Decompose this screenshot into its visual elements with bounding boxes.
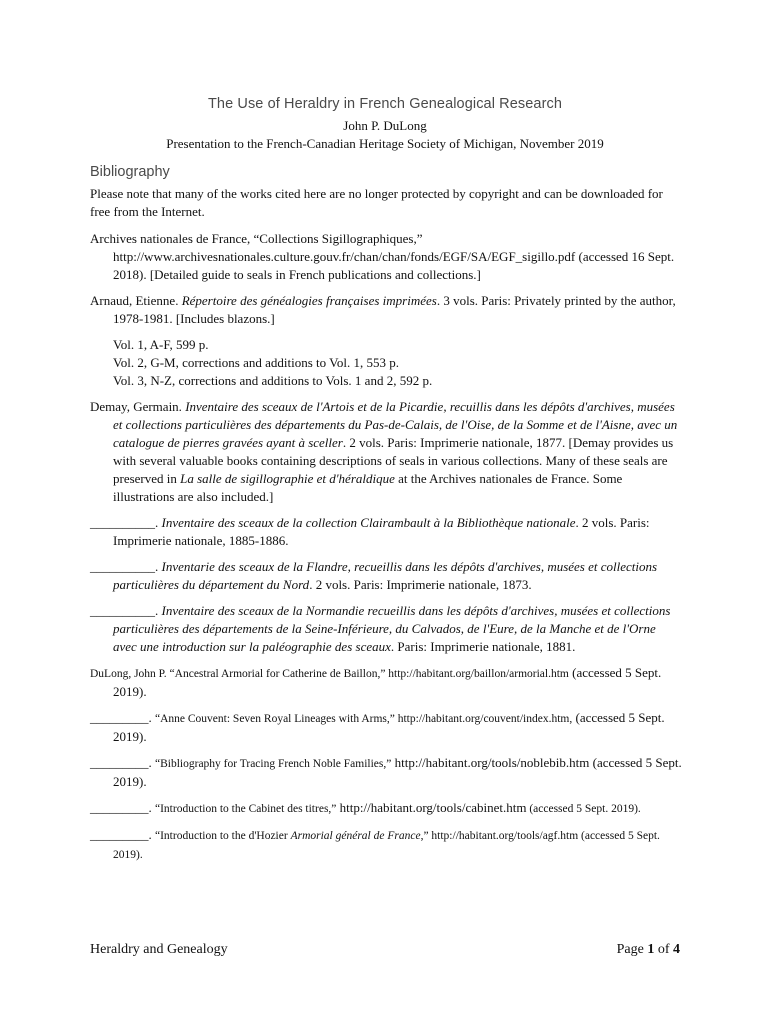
entry-details: http://habitant.org/tools/noblebib.htm (accessed 5 Sept. 2019).: [113, 755, 682, 789]
entry-dash: __________.: [90, 603, 162, 618]
entry-text: “Bibliography for Tracing French Noble Families,”: [155, 758, 392, 770]
current-page: 1: [647, 942, 655, 957]
entry-details: (accessed 5 Sept. 2019).: [113, 665, 662, 699]
entry-details: . 2 vols. Paris: Imprimerie nationale, 1885-1886.: [113, 515, 650, 548]
entry-author: Arnaud, Etienne.: [90, 293, 182, 308]
entry-dash: _________.: [90, 755, 155, 770]
entry-dash: __________.: [90, 515, 162, 530]
entry-details: . 2 vols. Paris: Imprimerie nationale, 1877. [Demay provides us with several valuable books containing descriptions of seals in various collections. Many of these seals are preserved in: [113, 435, 674, 486]
entry-details: http://habitant.org/tools/cabinet.htm: [336, 800, 527, 815]
entry-dash: _________.: [90, 827, 155, 842]
entry-hozier: [90, 826, 682, 864]
section-heading: Bibliography: [90, 164, 170, 180]
entry-text: ,” http://habitant.org/tools/agf.htm (accessed 5 Sept. 2019).: [113, 830, 660, 861]
entry-title: Inventaire des sceaux de l'Artois et de la Picardie, recuillis dans les dépôts d'archives, musées et collections particulières des départements du Pas-de-Calais, de l'Oise, de la Somme et de l'Aisne, avec un catalogue de pierres gravées ayant à sceller: [113, 399, 678, 450]
entry-text: DuLong, John P. “Ancestral Armorial for Catherine de Baillon,” http://habitant.org/baillon/armorial.htm: [90, 668, 569, 680]
bibliography-body: [90, 185, 682, 872]
entry-italic-ref: La salle de sigillographie et d'héraldique: [180, 471, 395, 486]
volume-item: Vol. 2, G-M, corrections and additions to Vol. 1, 553 p.: [113, 355, 399, 370]
page-number: [617, 942, 680, 958]
entry-text: (accessed 5 Sept. 2019).: [526, 803, 641, 815]
volume-item: Vol. 3, N-Z, corrections and additions to Vols. 1 and 2, 592 p.: [113, 373, 433, 388]
entry-details: . 2 vols. Paris: Imprimerie nationale, 1873.: [309, 577, 532, 592]
total-pages: 4: [673, 942, 680, 957]
footer-title: Heraldry and Genealogy: [90, 942, 228, 957]
entry-normandie: [90, 602, 682, 656]
entry-title: Inventaire des sceaux de la collection Clairambault à la Bibliothèque nationale: [161, 515, 576, 530]
entry-text: “Anne Couvent: Seven Royal Lineages with Arms,” http://habitant.org/couvent/index.htm,: [155, 713, 573, 725]
entry-title: Répertoire des généalogies françaises imprimées: [181, 293, 437, 308]
entry-flandre: [90, 558, 682, 594]
entry-title: Inventaire des sceaux de la Normandie recueillis dans les dépôts d'archives, musées et collections particulières des départements de la Seine-Inférieure, du Calvados, de l'Eure, de la Manche et de l'Orne avec une introduction sur la paléographie des sceaux: [113, 603, 671, 654]
entry-details: . 3 vols. Paris: Privately printed by the author, 1978-1981. [Includes blazons.]: [113, 293, 676, 326]
volume-list: [113, 336, 682, 390]
entry-couvent: [90, 709, 682, 746]
entry-arnaud: [90, 292, 682, 328]
entry-title: Inventarie des sceaux de la Flandre, recueillis dans les dépôts d'archives, musées et collections particulières du département du Nord: [113, 559, 658, 592]
copyright-note: Please note that many of the works cited here are no longer protected by copyright and can be downloaded for free from the Internet.: [90, 186, 663, 219]
page-word: Page: [616, 942, 648, 957]
entry-archives: Archives nationales de France, “Collections Sigillographiques,” http://www.archivesnationales.culture.gouv.fr/chan/chan/fonds/EGF/SA/EGF_sigillo.pdf (accessed 16 Sept. 2018). [Detailed guide to seals in French publications and collections.]: [90, 231, 675, 282]
entry-demay: [90, 398, 682, 506]
entry-details: at the Archives nationales de France. Some illustrations are also included.]: [113, 471, 623, 504]
entry-title: Armorial général de France: [290, 830, 421, 842]
presentation-line: Presentation to the French-Canadian Heritage Society of Michigan, November 2019: [166, 136, 604, 151]
document-title: The Use of Heraldry in French Genealogical Research: [207, 96, 563, 112]
entry-dulong-baillon: [90, 664, 682, 701]
entry-details: . Paris: Imprimerie nationale, 1881.: [390, 639, 576, 654]
entry-author: Demay, Germain.: [90, 399, 186, 414]
volume-item: Vol. 1, A-F, 599 p.: [113, 337, 209, 352]
entry-dash: _________.: [90, 710, 155, 725]
of-word: of: [654, 942, 673, 957]
entry-clairambault: [90, 514, 682, 550]
author-name: John P. DuLong: [343, 118, 427, 133]
entry-noblebib: [90, 754, 682, 791]
entry-cabinet: [90, 799, 682, 818]
entry-text: “Introduction to the Cabinet des titres,”: [155, 803, 337, 815]
entry-text: “Introduction to the d'Hozier: [155, 830, 291, 842]
entry-dash: _________.: [90, 800, 155, 815]
entry-dash: __________.: [90, 559, 162, 574]
entry-details: (accessed 5 Sept. 2019).: [113, 710, 665, 744]
